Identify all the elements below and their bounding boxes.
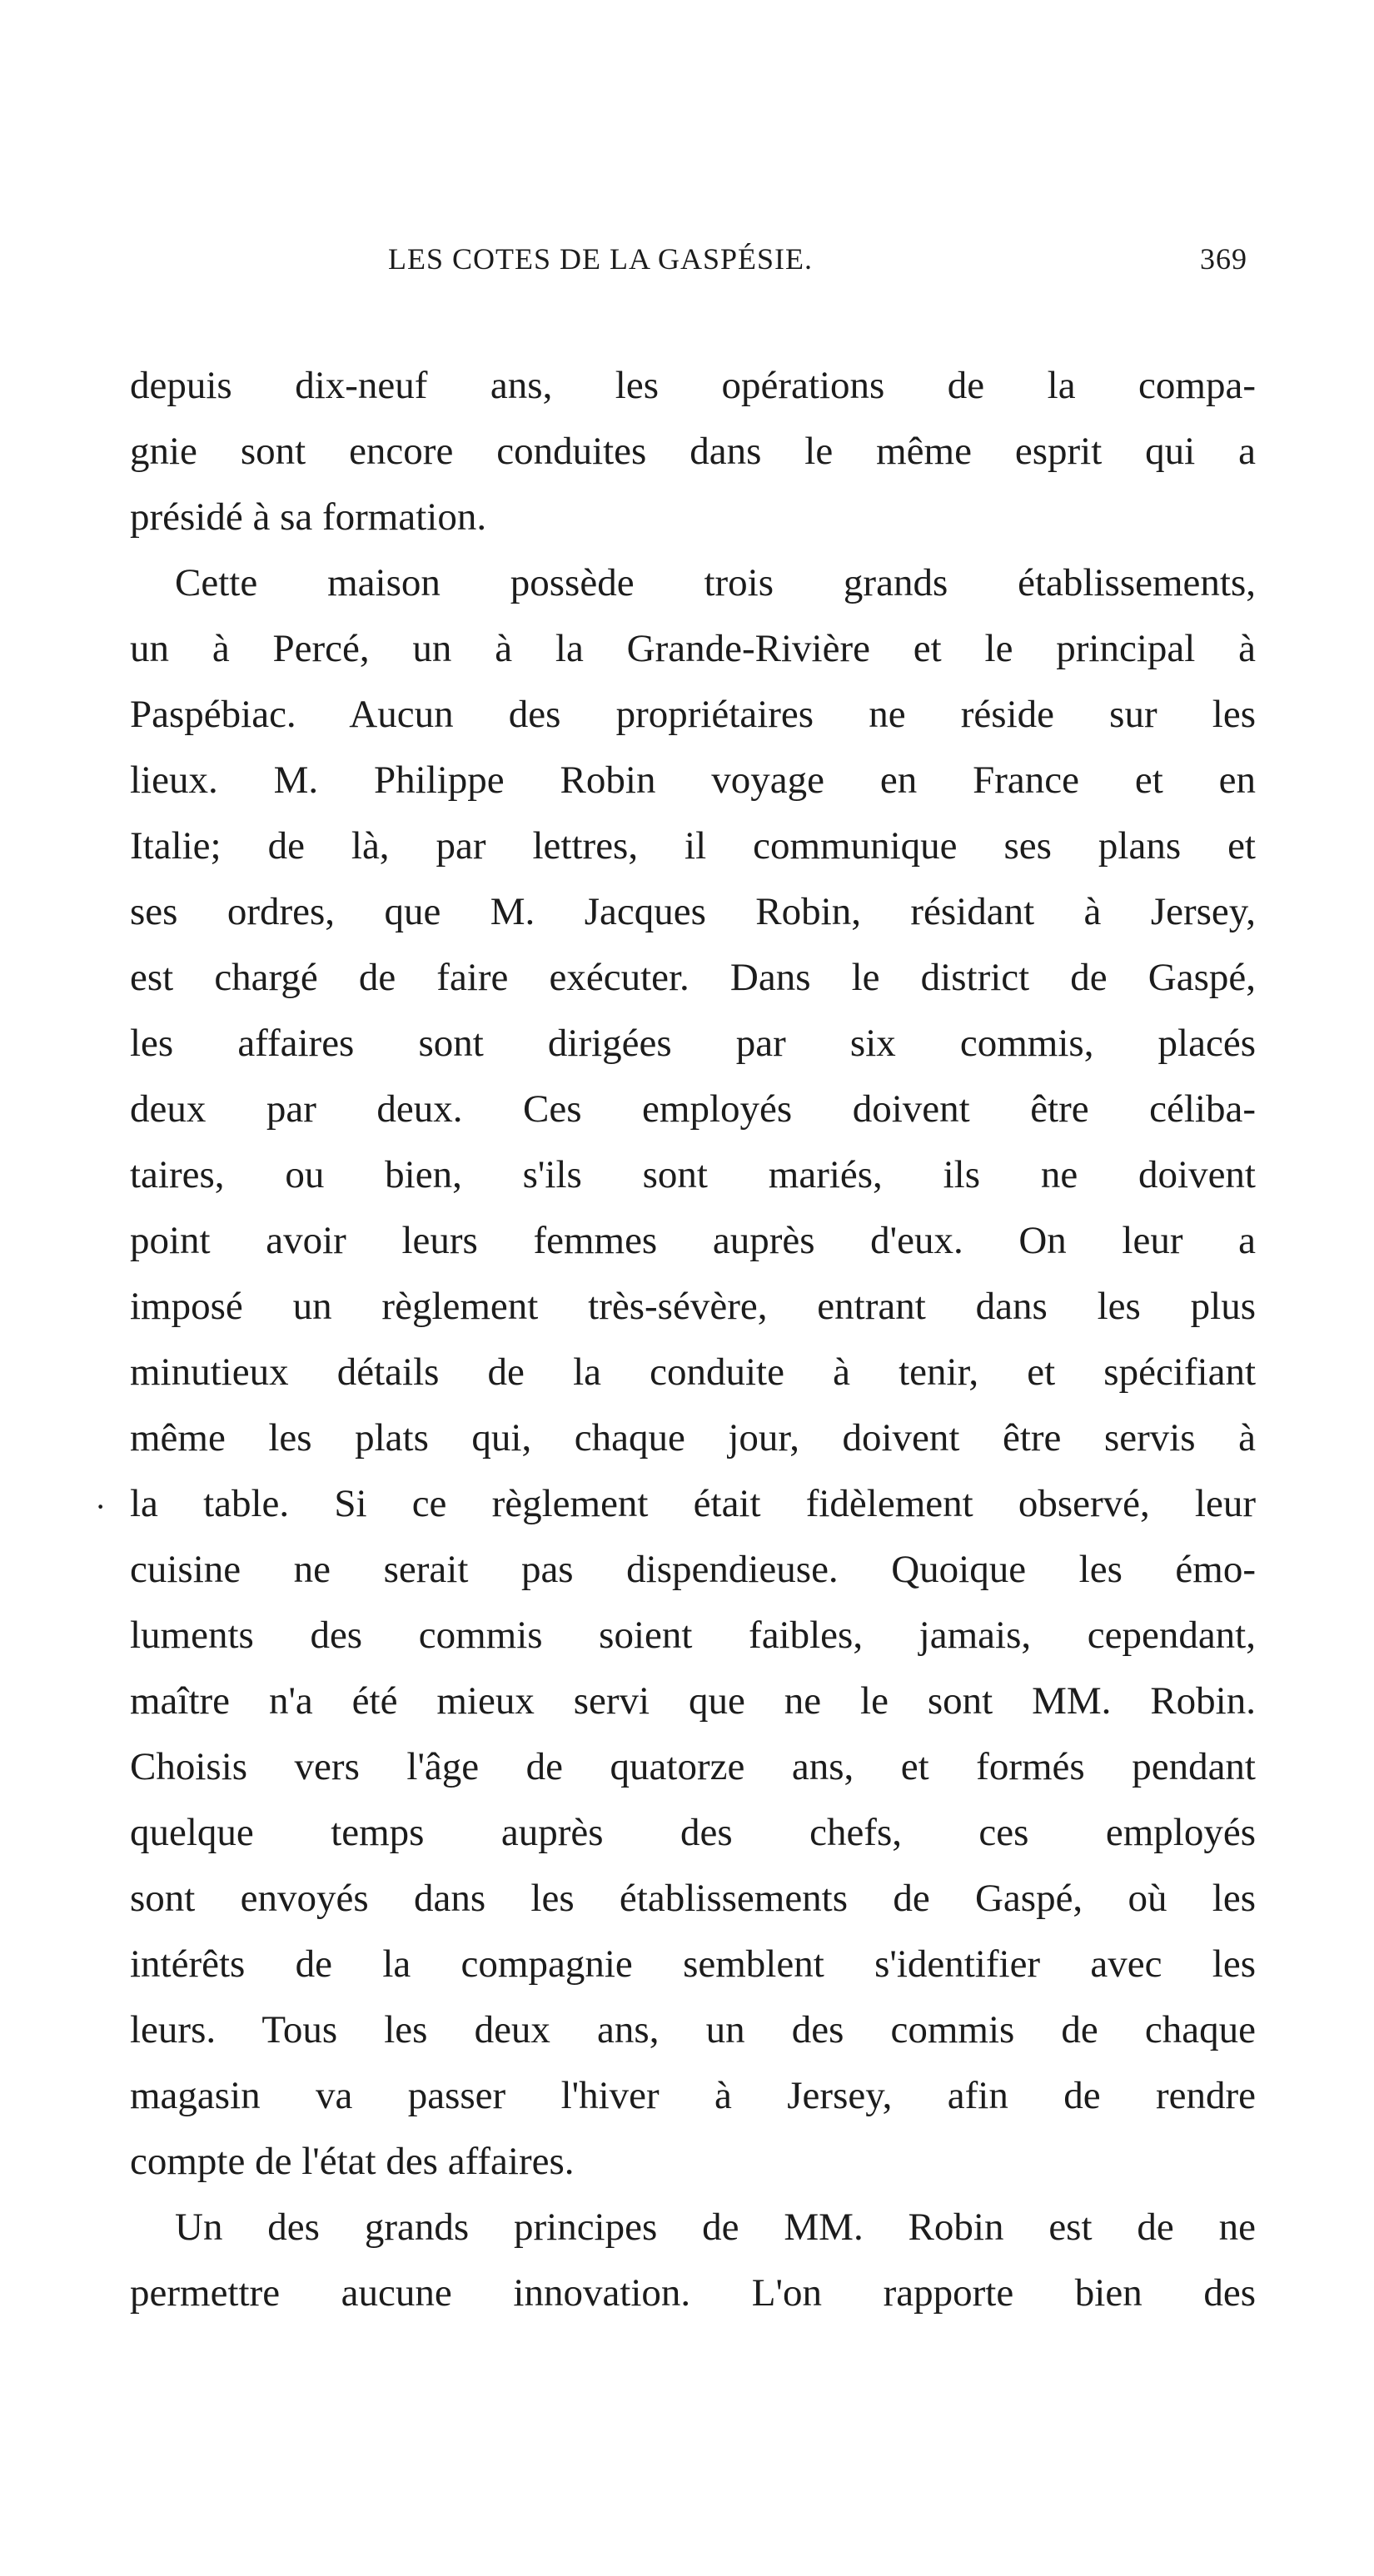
text-line: leurs. Tous les deux ans, un des commis de chaque [130,2008,1256,2051]
text-line: deux par deux. Ces employés doivent être céliba- [130,1087,1256,1131]
text-line: magasin va passer l'hiver à Jersey, afin de rendre [130,2074,1256,2117]
page-number: 369 [1200,242,1247,276]
text-line: lieux. M. Philippe Robin voyage en France et en [130,758,1256,802]
text-line: Italie; de là, par lettres, il communique ses plans et [130,824,1256,868]
text-line: luments des commis soient faibles, jamais, cependant, [130,1614,1256,1657]
text-line: taires, ou bien, s'ils sont mariés, ils ne doivent [130,1153,1256,1196]
text-line: gnie sont encore conduites dans le même esprit qui a [130,430,1256,473]
text-line: compte de l'état des affaires. [130,2140,575,2183]
text-line: intérêts de la compagnie semblent s'identifier avec les [130,1942,1256,1986]
text-line: la table. Si ce règlement était fidèlement observé, leur [130,1482,1256,1525]
text-line: Choisis vers l'âge de quatorze ans, et formés pendant [130,1745,1256,1788]
text-line: permettre aucune innovation. L'on rapporte bien des [130,2271,1256,2315]
text-line: un à Percé, un à la Grande-Rivière et le principal à [130,627,1256,670]
text-line: quelque temps auprès des chefs, ces employés [130,1811,1256,1854]
text-line: présidé à sa formation. [130,495,487,539]
text-line: les affaires sont dirigées par six commis, placés [130,1022,1256,1065]
running-head [130,235,1256,285]
text-line: depuis dix-neuf ans, les opérations de la compa- [130,364,1256,407]
text-line: ses ordres, que M. Jacques Robin, résidant à Jersey, [130,890,1256,933]
body-text [130,353,1256,2326]
text-line: maître n'a été mieux servi que ne le sont MM. Robin. [130,1679,1256,1723]
text-line: imposé un règlement très-sévère, entrant dans les plus [130,1285,1256,1328]
text-line: même les plats qui, chaque jour, doivent être servis à [130,1416,1256,1460]
text-line: est chargé de faire exécuter. Dans le district de Gaspé, [130,956,1256,999]
text-line: Paspébiac. Aucun des propriétaires ne réside sur les [130,693,1256,736]
paragraph-start-line: Un des grands principes de MM. Robin est de ne [175,2206,1256,2249]
margin-mark: · [95,1488,107,1525]
paragraph-start-line: Cette maison possède trois grands établissements, [175,561,1256,604]
text-line: cuisine ne serait pas dispendieuse. Quoique les émo- [130,1548,1256,1591]
text-line: minutieux détails de la conduite à tenir, et spécifiant [130,1350,1256,1394]
running-title: LES COTES DE LA GASPÉSIE. [388,242,814,276]
text-line: sont envoyés dans les établissements de Gaspé, où les [130,1877,1256,1920]
text-line: point avoir leurs femmes auprès d'eux. On leur a [130,1219,1256,1262]
